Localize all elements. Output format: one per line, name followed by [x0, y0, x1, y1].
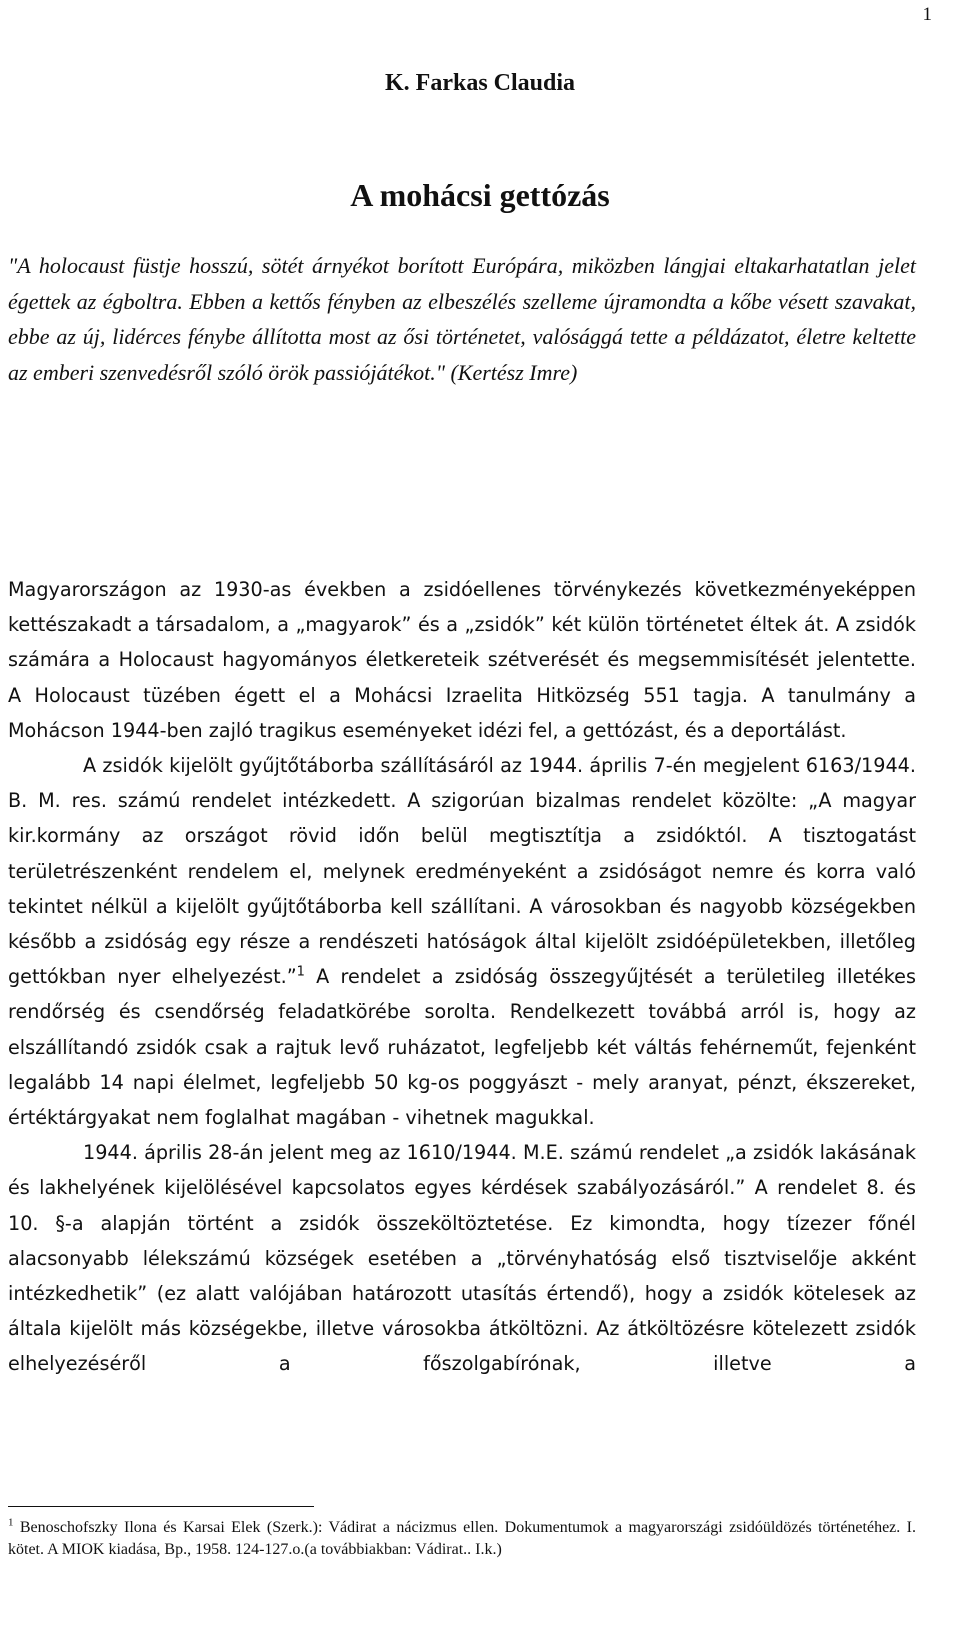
- footnote-number: 1: [8, 1516, 14, 1529]
- paragraph-decree-6163: [8, 748, 916, 1135]
- footnote: [8, 1517, 916, 1561]
- paragraph-decree-1610: 1944. április 28-án jelent meg az 1610/1944. M.E. számú rendelet „a zsidók lakásának és lakhelyének kijelölésével kapcsolatos egyes kérdések szabályozásáról.” A rendelet 8. és 10. §-a alapján történt a zsidók összeköltöztetése. Ez kimondta, hogy tízezer főnél alacsonyabb lélekszámú községek esetében a „törvényhatóság első tisztviselője akként intézkedhetik” (ez alatt valójában határozott utasítás értendő), hogy a zsidók kötelesek az általa kijelölt más községekbe, illetve városokba átköltözni. Az átköltözésre kötelezett zsidók elhelyezéséről a főszolgabírónak, illetve a: [8, 1141, 916, 1376]
- paragraph-decree-6163-part2: A rendelet a zsidóság összegyűjtését a területileg illetékes rendőrség és csendőrség feladatkörébe sorolta. Rendelkezett továbbá arról is, hogy az elszállítandó zsidók csak a rajtuk levő ruházatot, legfeljebb két váltás fehérneműt, fejenként legalább 14 napi élelmet, legfeljebb 50 kg-os poggyászt - mely aranyat, pénzt, ékszereket, értéktárgyakat nem foglalhat magában - vihetnek magukkal.: [8, 965, 916, 1130]
- footnote-text: Benoschofszky Ilona és Karsai Elek (Szerk.): Vádirat a nácizmus ellen. Dokumentumok a magyarországi zsidóüldözés történetéhez. I. kötet. A MIOK kiadása, Bp., 1958. 124-127.o.(a továbbiakban: Vádirat.. I.k.): [8, 1519, 916, 1558]
- paragraph-decree-6163-part1: A zsidók kijelölt gyűjtőtáborba szállításáról az 1944. április 7-én megjelent 6163/1944. B. M. res. számú rendelet intézkedett. A szigorúan bizalmas rendelet közölte: „A magyar kir.kormány az országot rövid időn belül megtisztítja a zsidóktól. A tisztogatást területrészenként rendelem el, melynek eredményeként a zsidóságot nemre és korra való tekintet nélkül a kijelölt gyűjtőtáborba kell szállítani. A városokban és nagyobb községekben később a zsidóság egy része a rendészeti hatóságok által kijelölt zsidóépületekben, illetőleg gettókban nyer elhelyezést.”: [8, 754, 916, 989]
- body-text: [8, 572, 916, 1382]
- author-name: K. Farkas Claudia: [384, 70, 576, 96]
- document-title: A mohácsi gettózás: [350, 177, 610, 213]
- page-number: 1: [922, 4, 932, 25]
- paragraph-intro: Magyarországon az 1930-as években a zsidóellenes törvénykezés következményeképpen kettészakadt a társadalom, a „magyarok” és a „zsidók” két külön történetet éltek át. A zsidók számára a Holocaust hagyományos életkereteik szétverését és megsemmisítését jelentette. A Holocaust tüzében égett el a Mohácsi Izraelita Hitközség 551 tagja. A tanulmány a Mohácson 1944-ben zajló tragikus eseményeket idézi fel, a gettózást, és a deportálást.: [8, 578, 916, 742]
- epigraph-quote: [8, 248, 916, 390]
- footnote-separator: [8, 1506, 314, 1507]
- footnote-reference[interactable]: 1: [296, 964, 305, 980]
- epigraph-text: "A holocaust füstje hosszú, sötét árnyékot borított Európára, miközben lángjai eltakarhatatlan jelet égettek az égboltra. Ebben a kettős fényben az elbeszélés szelleme újramondta a kőbe vésett szavakat, ebbe az új, lidérces fénybe állította most az ősi történetet, valósággá tette a példázatot, életre keltette az emberi szenvedésről szóló örök passiójátékot." (Kertész Imre): [8, 253, 916, 385]
